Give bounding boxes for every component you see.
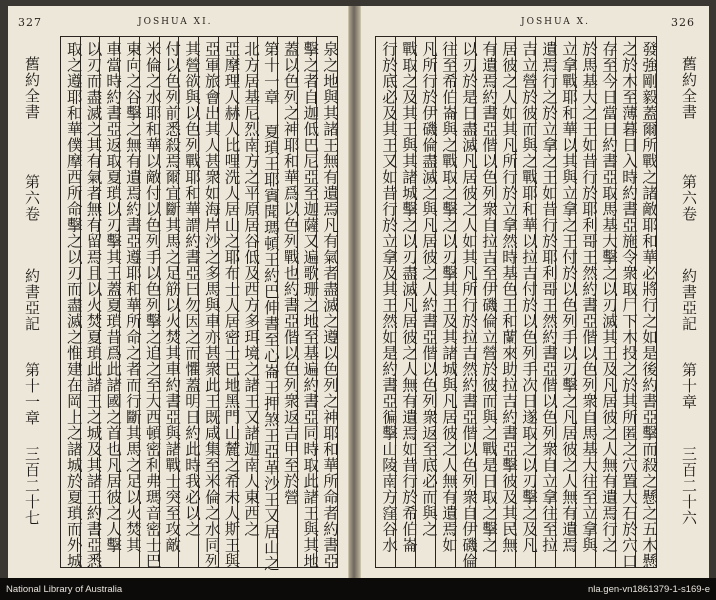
- left-margin-section: 約書亞記: [23, 268, 41, 332]
- left-column-rule: [99, 37, 100, 567]
- left-text-column: 北方居基尼烈南方之平原居谷低及西方多珥境之諸王又諸迦南人東西之: [242, 41, 261, 537]
- right-text-column: 有遺焉約書亞偕以色列衆自拉吉至伊磯倫立營於彼而與之戰是日取之擊之: [480, 41, 498, 553]
- left-text-column: 付以色列前悉殺焉爾宜斷其馬之足筋以火焚其車約書亞與諸戰士突至攻敵: [163, 41, 182, 553]
- left-page-header: [18, 16, 338, 30]
- left-margin-volume: 第六卷: [23, 174, 41, 222]
- right-text-column: 發強剛毅蓋爾所戰之諸敵耶和華必將行之如是後約書亞擊而殺之懸之五木懸: [640, 41, 658, 569]
- left-text-column: 蓋以色列之神耶和華爲以色列戰也約書亞偕以色列衆返吉甲至於營: [281, 41, 300, 505]
- right-column-rule: [535, 37, 536, 567]
- right-column-rule: [555, 37, 556, 567]
- left-text-column: 車當時約書亞返取夏瑣以刃擊其王蓋夏瑣昔爲此諸國之首也凡居彼之人擊: [104, 41, 123, 553]
- left-text-column: 泉之地與其諸王無有遺焉凡有氣者盡滅之遵以色列之神耶和華所命者約書亞: [321, 41, 339, 569]
- footer-library-name: National Library of Australia: [6, 584, 123, 595]
- left-column-rule: [198, 37, 199, 567]
- left-text-column: 亞軍旅會出其人甚衆如海岸沙之多馬與車亦甚衆此王既咸集至米倫之水同列: [202, 41, 221, 569]
- left-text-column: 亞摩理人赫人比哩洗人居山之耶布士人居密士巴地黑門山麓之希未人斯王與: [222, 41, 241, 569]
- left-running-head: JOSHUA XI.: [138, 17, 213, 27]
- right-margin-chapter: 第十章: [680, 362, 698, 410]
- left-text-column: 以刃而盡滅之其有氣者無有留焉且以火焚夏瑣此諸王之城及其諸王約書亞悉: [84, 41, 103, 569]
- left-column-rule: [159, 37, 160, 567]
- right-column-rule: [635, 37, 636, 567]
- left-column-rule: [297, 37, 298, 567]
- right-column-rule: [575, 37, 576, 567]
- right-page: [360, 6, 709, 578]
- left-column-rule: [139, 37, 140, 567]
- right-column-rule: [495, 37, 496, 567]
- left-margin-chapter: 第十一章: [23, 362, 41, 426]
- right-text-column: 居彼之人如其凡所行於立拿然時基色王和蘭來助拉吉約書亞擊彼及其民無: [500, 41, 518, 553]
- right-text-column: 行於底必及其王又如昔行於立拿及其王然如是約書亞徧擊山陵南方窪谷水: [380, 41, 398, 553]
- right-text-column: 存至今日當日約書亞取馬基大擊之以刃滅其王及凡居彼之人無有遺焉行之: [600, 41, 618, 553]
- right-text-column: 於馬基大之王如昔行於耶利哥王然約書亞偕以色列衆自馬基大往至立拿與: [580, 41, 598, 553]
- right-column-rule: [595, 37, 596, 567]
- book-gutter: [348, 6, 360, 578]
- left-text-column: 擊之者自迦低巴尼亞至迦薩又遍歌珊之地至基遍約書亞同時取此諸王與其地: [301, 41, 320, 569]
- left-margin-book-title: 舊約全書: [23, 56, 41, 120]
- right-column-rule: [455, 37, 456, 567]
- right-page-header: [371, 16, 699, 30]
- left-text-column: 其營欲與以色列戰耶和華謂約書亞曰勿因之而懼蓋明日約此時我必以之: [183, 41, 201, 537]
- right-text-column: 凡所行於伊磯倫盡滅之與凡居彼之人約書亞偕以色列衆返至底必而與之: [420, 41, 438, 537]
- left-column-rule: [80, 37, 81, 567]
- left-column-rule: [218, 37, 219, 567]
- right-column-rule: [515, 37, 516, 567]
- right-text-column: 往至希伯崙與之戰取之擊之以刃擊其王及其諸城與凡居彼之人無有遺焉如: [440, 41, 458, 553]
- right-column-rule: [415, 37, 416, 567]
- left-column-rule: [277, 37, 278, 567]
- right-text-frame: [375, 36, 657, 568]
- left-text-column: 取之遵耶和華僕摩西所命擊之以刃而盡滅之惟建在岡上之諸城於夏瑣而外城: [64, 41, 83, 569]
- footer-identifier: nla.gen-vn1861379-1-s169-e: [587, 584, 710, 595]
- left-column-rule: [119, 37, 120, 567]
- right-page-number: 326: [671, 16, 695, 29]
- left-column-rule: [178, 37, 179, 567]
- right-margin-page-cn: 三百二十六: [680, 446, 698, 526]
- right-column-rule: [395, 37, 396, 567]
- left-text-column: 東向之谷擊之無有遺焉約書亞遵耶和華所命之者而行斷其馬之足以火焚其: [123, 41, 142, 553]
- right-column-rule: [615, 37, 616, 567]
- left-margin-page-cn: 三百二十七: [23, 446, 41, 526]
- left-column-rule: [237, 37, 238, 567]
- right-text-column: 吉立營於彼而與之戰耶和華以拉吉付於以色列手次日遂取之以刃擊之及凡: [520, 41, 538, 553]
- right-text-column: 立拿戰耶和華以其與立拿之王付於以色列手以刃擊之凡居彼之人無有遺焉: [560, 41, 578, 553]
- right-margin-section: 約書亞記: [680, 268, 698, 332]
- left-column-rule: [316, 37, 317, 567]
- left-page-number: 327: [18, 16, 42, 29]
- left-text-frame: [60, 36, 339, 572]
- right-column-rule: [435, 37, 436, 567]
- footer-bar: [0, 578, 716, 600]
- left-text-column: 米倫之水耶和華以敵付以色列手以色列擊之追之至大西頓密利弗瑪音密士巴: [143, 41, 162, 569]
- right-running-head: JOSHUA X.: [521, 17, 590, 27]
- left-text-column: 第十一章 夏瑣王耶賓聞瑪頓王約巴伸書至心崙王押煞王亞革沙王又居山之: [261, 41, 280, 572]
- right-margin-book-title: 舊約全書: [680, 56, 698, 120]
- right-margin-volume: 第六卷: [680, 174, 698, 222]
- right-text-column: 之於木至薄暮日入時約書亞施令衆取尸下木投之於其所匿之穴置大石於穴口: [620, 41, 638, 569]
- right-text-column: 戰取之及其王與其諸城擊之以刃盡滅凡居彼之人無有遺焉如昔行於希伯崙: [400, 41, 418, 553]
- right-text-column: 以刃於是日盡滅凡居彼之人如其凡所行於拉吉然約書亞偕以色列衆自伊磯倫: [460, 41, 478, 569]
- left-page: [8, 6, 349, 578]
- right-column-rule: [475, 37, 476, 567]
- left-column-rule: [257, 37, 258, 567]
- right-text-column: 遺焉行之於立拿之王如昔行於耶利哥王然約書亞偕以色列衆自立拿往至拉: [540, 41, 558, 553]
